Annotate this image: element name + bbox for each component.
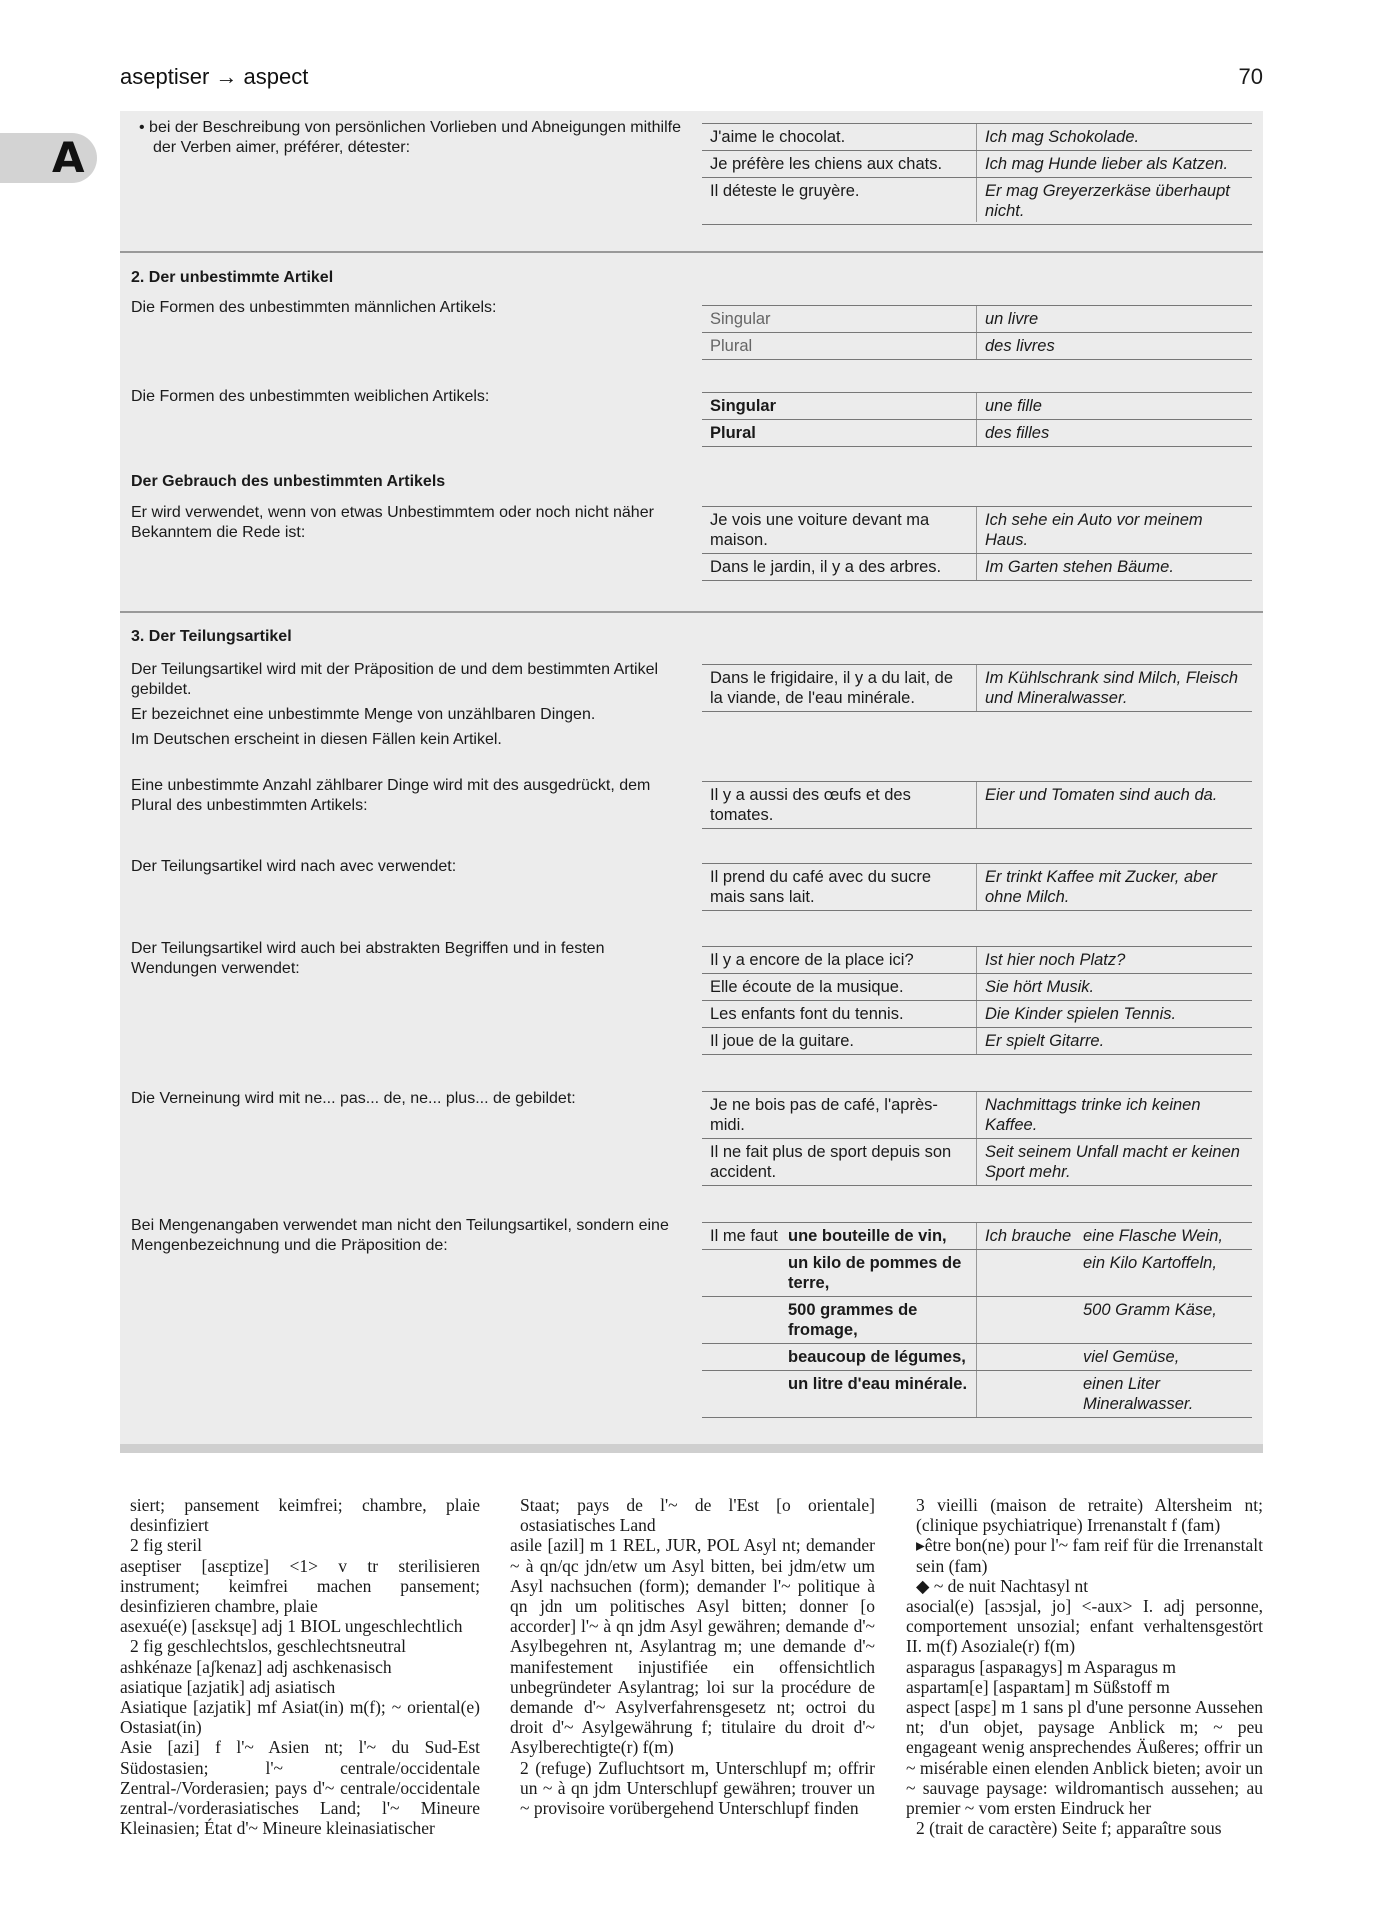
table-row bbox=[702, 1139, 1252, 1186]
de-cell: Eier und Tomaten sind auch da. bbox=[985, 786, 1218, 804]
sec3-table-2 bbox=[702, 781, 1252, 829]
sec2-male-table bbox=[702, 305, 1252, 360]
dict-entry-asiatique: asiatique [azjatik] adj asiatisch bbox=[120, 1676, 336, 1697]
entry-text: siert; pansement keimfrei; chambre, plaie desinfiziert bbox=[130, 1495, 480, 1536]
fr-cell: une bouteille de vin, bbox=[788, 1227, 947, 1245]
de-cell: Er spielt Gitarre. bbox=[985, 1032, 1105, 1050]
de-cell: Die Kinder spielen Tennis. bbox=[985, 1005, 1177, 1023]
sec1-text: • bei der Beschreibung von persönlichen Vorlieben und Abneigungen mithilfe der Verben aimer, préférer, détester: bbox=[139, 119, 681, 156]
fr-cell: Les enfants font du tennis. bbox=[702, 1001, 977, 1027]
de-cell: Er trinkt Kaffee mit Zucker, aber ohne Milch. bbox=[985, 868, 1217, 906]
table-row bbox=[702, 420, 1252, 447]
sec1-table bbox=[702, 123, 1252, 225]
form-cell: une fille bbox=[985, 397, 1042, 415]
sec3-text-6: Der Teilungsartikel wird auch bei abstrakten Begriffen und in festen Wendungen verwendet: bbox=[131, 940, 605, 977]
dict-column-2 bbox=[510, 1495, 875, 1818]
de-cell: Nachmittags trinke ich keinen Kaffee. bbox=[985, 1096, 1201, 1134]
page-number: 70 bbox=[1238, 64, 1263, 89]
fr-cell: Elle écoute de la musique. bbox=[702, 974, 977, 1000]
table-row bbox=[702, 1371, 1252, 1418]
fr-prefix: Il me faut bbox=[710, 1227, 778, 1245]
table-row bbox=[702, 554, 1252, 581]
dict-entry-asie: Asie [azi] f l'~ Asien nt; l'~ du Sud-Est Südostasien; l'~ centrale/occidentale Zentral-/Vorderasien; pays d'~ centrale/occidentale zentral-/vorderasiatisches Land; l'~ Mineure Kleinasien; État d'~ Mineure kleinasiatischer bbox=[120, 1737, 480, 1839]
running-head: aseptiser → aspect bbox=[120, 64, 309, 89]
fr-cell: J'aime le chocolat. bbox=[702, 124, 977, 150]
entry-text: Staat; pays de l'~ de l'Est [o orientale] ostasiatisches Land bbox=[520, 1495, 875, 1536]
entry-text: ▸être bon(ne) pour l'~ fam reif für die Irrenanstalt sein (fam) bbox=[916, 1535, 1263, 1576]
tab-letter: A bbox=[52, 133, 85, 182]
dict-entry-aspartame: aspartam[e] [aspaʀtam] m Süßstoff m bbox=[906, 1676, 1170, 1697]
fr-cell: Dans le jardin, il y a des arbres. bbox=[702, 554, 977, 580]
fr-cell: un litre d'eau minérale. bbox=[788, 1375, 968, 1393]
fr-prefix bbox=[702, 1344, 788, 1370]
sec2-use-table bbox=[702, 506, 1252, 581]
dict-entry-asparagus: asparagus [aspaʀagys] m Asparagus m bbox=[906, 1656, 1176, 1677]
dict-entry-asocial: asocial(e) [asɔsjal, jo] <-aux> I. adj personne, comportement unsozial; enfant verhaltensgestört II. m(f) Asoziale(r) f(m) bbox=[906, 1596, 1263, 1657]
table-row bbox=[702, 1092, 1252, 1139]
dict-entry-asile: asile [azil] m 1 REL, JUR, POL Asyl nt; demander ~ à qn/qc jdn/etw um Asyl bitten, bei jdm/etw um Asyl nachsuchen (form); demander l'~ politique à qn jdn um politisches Asyl bitten; donner [o accorder] l'~ à qn jdm Asyl gewähren; demande d'~ Asylbegehren nt, Asylantrag m; une demande d'~ manifestement injustifiée ein offensichtlich unbegründeter Asylantrag; loi sur la procédure de demande d'~ Asylverfahrensgesetz nt; octroi du droit d'~ Asylgewährung f; titulaire du droit d'~ Asylberechtigte(r) f(m) bbox=[510, 1535, 875, 1758]
label-cell: Plural bbox=[702, 420, 977, 446]
form-cell: des filles bbox=[985, 424, 1050, 442]
entry-text: 3 vieilli (maison de retraite) Altersheim nt; (clinique psychiatrique) Irrenanstalt f (fam) bbox=[916, 1495, 1263, 1536]
sec3-table-5 bbox=[702, 1091, 1252, 1186]
form-cell: des livres bbox=[985, 337, 1055, 355]
dict-column-3 bbox=[906, 1495, 1263, 1838]
dict-entry-aspect: aspect [aspɛ] m 1 sans pl d'une personne Aussehen nt; d'un objet, paysage Anblick m; ~ peu engageant wenig ansprechendes Äußeres; offrir un ~ misérable einen elenden Anblick bieten; avoir un ~ sauvage paysage: wildromantisch aussehen; au premier ~ vom ersten Eindruck her bbox=[906, 1697, 1263, 1819]
entry-text: 2 fig steril bbox=[130, 1535, 202, 1556]
de-cell: Ich sehe ein Auto vor meinem Haus. bbox=[985, 511, 1203, 549]
fr-cell: Il joue de la guitare. bbox=[702, 1028, 977, 1054]
fr-cell: Je préfère les chiens aux chats. bbox=[702, 151, 977, 177]
table-row bbox=[702, 333, 1252, 360]
table-row bbox=[702, 1223, 1252, 1250]
letter-tab bbox=[0, 133, 97, 183]
table-row bbox=[702, 1001, 1252, 1028]
sec3-text-4: Eine unbestimmte Anzahl zählbarer Dinge wird mit des ausgedrückt, dem Plural des unbestimmten Artikels: bbox=[131, 777, 651, 814]
section-divider bbox=[120, 251, 1263, 253]
table-row bbox=[702, 1028, 1252, 1055]
sec3-text-1: Der Teilungsartikel wird mit der Präposition de und dem bestimmten Artikel gebildet. bbox=[131, 661, 659, 698]
table-row bbox=[702, 974, 1252, 1001]
fr-cell: 500 grammes de fromage, bbox=[788, 1301, 918, 1339]
sec2-use-text: Er wird verwendet, wenn von etwas Unbestimmtem oder noch nicht näher Bekanntem die Rede ist: bbox=[131, 504, 654, 541]
de-cell: einen Liter Mineralwasser. bbox=[1083, 1375, 1194, 1413]
table-row bbox=[702, 507, 1252, 554]
sec3-text-3: Im Deutschen erscheint in diesen Fällen kein Artikel. bbox=[131, 731, 502, 748]
box-bottom-bar bbox=[120, 1444, 1263, 1453]
label-cell: Singular bbox=[702, 393, 977, 419]
sec2-female-table bbox=[702, 392, 1252, 447]
table-row bbox=[702, 306, 1252, 333]
de-cell: Ist hier noch Platz? bbox=[985, 951, 1126, 969]
entry-text: ◆ ~ de nuit Nachtasyl nt bbox=[916, 1575, 1089, 1596]
de-cell: Im Kühlschrank sind Milch, Fleisch und Mineralwasser. bbox=[985, 669, 1239, 707]
entry-text: 2 (trait de caractère) Seite f; apparaître sous bbox=[916, 1818, 1222, 1839]
table-row bbox=[702, 124, 1252, 151]
fr-cell: Dans le frigidaire, il y a du lait, de la viande, de l'eau minérale. bbox=[702, 665, 977, 711]
dict-column-1 bbox=[120, 1495, 480, 1838]
dict-entry-Asiatique: Asiatique [azjatik] mf Asiat(in) m(f); ~ oriental(e) Ostasiat(in) bbox=[120, 1697, 480, 1738]
fr-cell: un kilo de pommes de terre, bbox=[788, 1254, 962, 1292]
sec3-table-6 bbox=[702, 1222, 1252, 1418]
sec3-text-2: Er bezeichnet eine unbestimmte Menge von unzählbaren Dingen. bbox=[131, 706, 596, 723]
form-cell: un livre bbox=[985, 310, 1039, 328]
de-cell: Seit seinem Unfall macht er keinen Sport mehr. bbox=[985, 1143, 1240, 1181]
table-row bbox=[702, 782, 1252, 829]
de-prefix: Ich brauche bbox=[985, 1227, 1072, 1245]
table-row bbox=[702, 151, 1252, 178]
sec3-table-3 bbox=[702, 863, 1252, 911]
fr-cell: beaucoup de légumes, bbox=[788, 1348, 966, 1366]
label-cell: Plural bbox=[702, 333, 977, 359]
fr-prefix bbox=[702, 1371, 788, 1417]
fr-prefix bbox=[702, 1250, 788, 1296]
entry-text: 2 (refuge) Zufluchtsort m, Unterschlupf m; offrir un ~ à qn jdm Unterschlupf gewähren; trouver un ~ provisoire vorübergehend Unterschlupf finden bbox=[520, 1757, 875, 1819]
sec2-female-text: Die Formen des unbestimmten weiblichen Artikels: bbox=[131, 388, 490, 405]
table-row bbox=[702, 1297, 1252, 1344]
sec2-use-title: Der Gebrauch des unbestimmten Artikels bbox=[131, 473, 446, 490]
fr-cell: Il y a encore de la place ici? bbox=[702, 947, 977, 973]
sec2-male-text: Die Formen des unbestimmten männlichen Artikels: bbox=[131, 299, 497, 316]
de-cell: eine Flasche Wein, bbox=[1083, 1227, 1224, 1245]
section-divider bbox=[120, 611, 1263, 613]
table-row bbox=[702, 393, 1252, 420]
sec3-title: 3. Der Teilungsartikel bbox=[131, 628, 292, 645]
table-row bbox=[702, 1250, 1252, 1297]
table-row bbox=[702, 665, 1252, 712]
dict-entry-aseptiser: aseptiser [asɛptize] <1> v tr sterilisieren instrument; keimfrei machen pansement; desinfizieren chambre, plaie bbox=[120, 1555, 480, 1617]
fr-cell: Il ne fait plus de sport depuis son accident. bbox=[702, 1139, 977, 1185]
sec3-table-4 bbox=[702, 946, 1252, 1055]
sec3-table-1 bbox=[702, 664, 1252, 712]
de-cell: viel Gemüse, bbox=[1083, 1348, 1180, 1366]
de-cell: Ich mag Hunde lieber als Katzen. bbox=[985, 155, 1229, 173]
fr-cell: Je vois une voiture devant ma maison. bbox=[702, 507, 977, 553]
sec3-text-7: Die Verneinung wird mit ne... pas... de, ne... plus... de gebildet: bbox=[131, 1090, 576, 1107]
de-prefix bbox=[977, 1297, 1083, 1343]
table-row bbox=[702, 864, 1252, 911]
fr-cell: Je ne bois pas de café, l'après-midi. bbox=[702, 1092, 977, 1138]
fr-cell: Il déteste le gruyère. bbox=[702, 178, 977, 222]
table-row bbox=[702, 947, 1252, 974]
de-prefix bbox=[977, 1371, 1083, 1417]
sec2-title: 2. Der unbestimmte Artikel bbox=[131, 269, 334, 286]
de-cell: ein Kilo Kartoffeln, bbox=[1083, 1254, 1217, 1272]
de-cell: Ich mag Schokolade. bbox=[985, 128, 1140, 146]
de-cell: 500 Gramm Käse, bbox=[1083, 1301, 1217, 1319]
dict-entry-ashkenaze: ashkénaze [aʃkenaz] adj aschkenasisch bbox=[120, 1656, 392, 1677]
table-row bbox=[702, 1344, 1252, 1371]
de-cell: Er mag Greyerzerkäse überhaupt nicht. bbox=[985, 182, 1230, 220]
table-row bbox=[702, 178, 1252, 225]
fr-cell: Il prend du café avec du sucre mais sans lait. bbox=[702, 864, 977, 910]
de-prefix bbox=[977, 1344, 1083, 1370]
label-cell: Singular bbox=[702, 306, 977, 332]
de-prefix bbox=[977, 1250, 1083, 1296]
de-cell: Im Garten stehen Bäume. bbox=[985, 558, 1174, 576]
de-cell: Sie hört Musik. bbox=[985, 978, 1095, 996]
dict-entry-asexue: asexué(e) [asɛksɥe] adj 1 BIOL ungeschlechtlich bbox=[120, 1616, 463, 1637]
entry-text: 2 fig geschlechtslos, geschlechtsneutral bbox=[130, 1636, 407, 1657]
sec3-text-5: Der Teilungsartikel wird nach avec verwendet: bbox=[131, 858, 457, 875]
fr-prefix bbox=[702, 1297, 788, 1343]
sec3-text-8: Bei Mengenangaben verwendet man nicht den Teilungsartikel, sondern eine Mengenbezeichnung und die Präposition de: bbox=[131, 1217, 669, 1254]
fr-cell: Il y a aussi des œufs et des tomates. bbox=[702, 782, 977, 828]
